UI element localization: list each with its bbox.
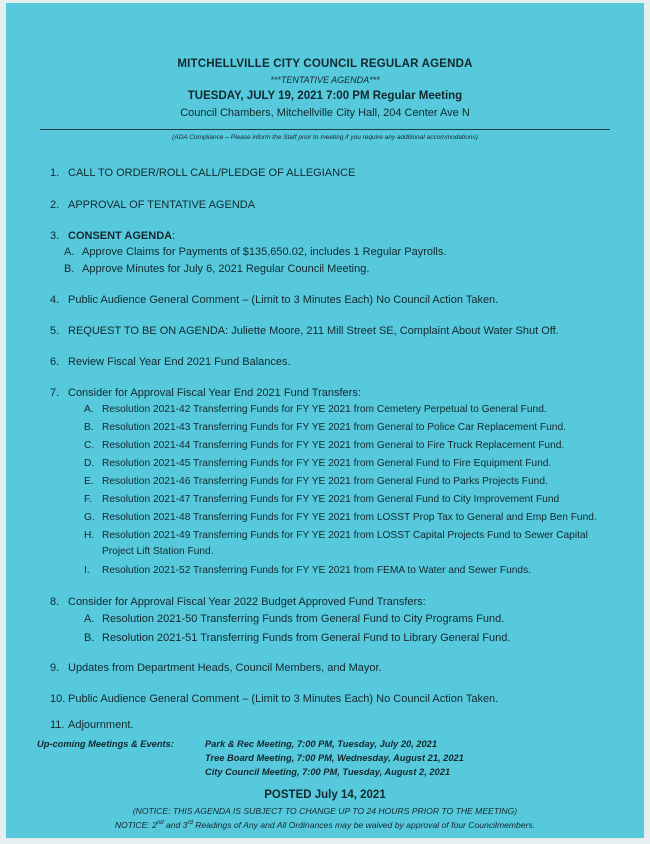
item-letter: E.: [84, 476, 94, 487]
agenda-item-7: [50, 386, 361, 400]
item-text: Consider for Approval Fiscal Year 2022 Budget Approved Fund Transfers:: [68, 596, 426, 608]
item-number: 11.: [50, 719, 65, 731]
item-text: Resolution 2021-52 Transferring Funds for FY YE 2021 from FEMA to Water and Sewer Funds.: [102, 565, 532, 576]
change-notice: (NOTICE: THIS AGENDA IS SUBJECT TO CHANGE UP TO 24 HOURS PRIOR TO THE MEETING): [132, 806, 518, 816]
item-text: Resolution 2021-43 Transferring Funds for FY YE 2021 from General to Police Car Replacement Fund.: [102, 422, 566, 433]
meeting-location: Council Chambers, Mitchellville City Hall, 204 Center Ave N: [180, 107, 470, 119]
notice-text: and 3: [163, 820, 188, 830]
item-text: Resolution 2021-50 Transferring Funds from General Fund to City Programs Fund.: [102, 613, 505, 625]
agenda-item-3: [50, 229, 175, 243]
budget-transfer-b: [84, 631, 510, 645]
notice-text: NOTICE: 2: [114, 820, 157, 830]
item-letter: G.: [84, 512, 95, 523]
agenda-item-11: [50, 718, 133, 732]
agenda-page: [6, 3, 644, 838]
ada-notice: (ADA Compliance – Please inform the Staff prior to meeting if you require any additional accommodations): [172, 134, 478, 141]
agenda-item-4: [50, 293, 498, 307]
item-number: 6.: [50, 356, 60, 368]
item-letter: B.: [64, 263, 75, 275]
item-text: Resolution 2021-47 Transferring Funds for FY YE 2021 from General Fund to City Improvement Fund: [102, 494, 560, 505]
item-text: REQUEST TO BE ON AGENDA: Juliette Moore, 211 Mill Street SE, Complaint About Water Shut Off.: [68, 325, 559, 337]
item-text: Public Audience General Comment – (Limit to 3 Minutes Each) No Council Action Taken.: [68, 693, 499, 705]
item-number: 3.: [50, 230, 60, 242]
resolution-item-e: [84, 475, 548, 488]
item-text: Approve Claims for Payments of $135,650.02, includes 1 Regular Payrolls.: [82, 246, 447, 258]
item-text: Resolution 2021-51 Transferring Funds from General Fund to Library General Fund.: [102, 632, 511, 644]
resolution-item-a: [84, 403, 547, 416]
item-text: Public Audience General Comment – (Limit to 3 Minutes Each) No Council Action Taken.: [68, 294, 499, 306]
item-text: Review Fiscal Year End 2021 Fund Balances.: [68, 356, 291, 368]
agenda-title: MITCHELLVILLE CITY COUNCIL REGULAR AGENDA: [177, 58, 473, 70]
resolution-item-h-continuation: Project Lift Station Fund.: [102, 546, 214, 557]
agenda-item-9: [50, 661, 382, 675]
item-text: Resolution 2021-49 Transferring Funds for FY YE 2021 from LOSST Capital Projects Fund to Sewer Capital: [102, 530, 588, 541]
item-number: 8.: [50, 596, 60, 608]
upcoming-event: City Council Meeting, 7:00 PM, Tuesday, August 2, 2021: [205, 767, 451, 777]
item-number: 1.: [50, 167, 60, 179]
upcoming-label: Up-coming Meetings & Events:: [37, 739, 174, 749]
item-letter: I.: [84, 565, 90, 576]
consent-item-b: [64, 262, 369, 276]
agenda-item-1: [50, 166, 355, 180]
item-letter: B.: [84, 632, 95, 644]
item-letter: H.: [84, 530, 95, 541]
item-number: 9.: [50, 662, 60, 674]
agenda-item-8: [50, 595, 426, 609]
item-text: Resolution 2021-44 Transferring Funds for FY YE 2021 from General to Fire Truck Replacement Fund.: [102, 440, 565, 451]
posted-date: POSTED July 14, 2021: [264, 789, 386, 801]
readings-notice: [6, 820, 644, 830]
item-number: 5.: [50, 325, 60, 337]
item-text: CONSENT AGENDA: [68, 230, 173, 242]
upcoming-event: Park & Rec Meeting, 7:00 PM, Tuesday, July 20, 2021: [205, 739, 438, 749]
agenda-item-2: [50, 198, 255, 212]
resolution-item-d: [84, 457, 551, 470]
resolution-item-f: [84, 493, 559, 506]
upcoming-event: Tree Board Meeting, 7:00 PM, Wednesday, August 21, 2021: [205, 753, 464, 763]
item-text: Resolution 2021-42 Transferring Funds for FY YE 2021 from Cemetery Perpetual to General Fund.: [102, 404, 547, 415]
agenda-item-6: [50, 355, 291, 369]
meeting-datetime: TUESDAY, JULY 19, 2021 7:00 PM Regular Meeting: [187, 90, 463, 102]
resolution-item-i: [84, 564, 531, 577]
ordinal-suffix: nd: [156, 820, 164, 827]
item-letter: A.: [84, 404, 94, 415]
item-text: Adjournment.: [68, 719, 134, 731]
item-number: 2.: [50, 199, 60, 211]
item-letter: F.: [84, 494, 92, 505]
item-letter: A.: [64, 246, 75, 258]
resolution-item-c: [84, 439, 564, 452]
item-text: Resolution 2021-46 Transferring Funds for FY YE 2021 from General Fund to Parks Projects Fund.: [102, 476, 548, 487]
notice-text: Readings of Any and All Ordinances may be waived by approval of four Councilmembers.: [192, 820, 536, 830]
item-text: Resolution 2021-48 Transferring Funds for FY YE 2021 from LOSST Prop Tax to General and Emp Ben Fund.: [102, 512, 597, 523]
header-divider: [40, 129, 610, 130]
item-text: CALL TO ORDER/ROLL CALL/PLEDGE OF ALLEGIANCE: [68, 167, 356, 179]
item-text: Resolution 2021-45 Transferring Funds for FY YE 2021 from General Fund to Fire Equipment Fund.: [102, 458, 552, 469]
item-number: 4.: [50, 294, 60, 306]
consent-item-a: [64, 245, 446, 259]
item-letter: D.: [84, 458, 95, 469]
item-suffix: :: [172, 230, 176, 242]
item-number: 10.: [50, 693, 66, 705]
item-letter: C.: [84, 440, 95, 451]
item-text: APPROVAL OF TENTATIVE AGENDA: [68, 199, 256, 211]
item-letter: B.: [84, 422, 94, 433]
agenda-item-5: [50, 324, 559, 338]
item-text: Updates from Department Heads, Council Members, and Mayor.: [68, 662, 382, 674]
resolution-item-h: [84, 529, 588, 542]
ordinal-suffix: rd: [187, 820, 193, 827]
tentative-label: ***TENTATIVE AGENDA***: [270, 75, 380, 85]
resolution-item-b: [84, 421, 566, 434]
item-number: 7.: [50, 387, 60, 399]
item-text: Consider for Approval Fiscal Year End 2021 Fund Transfers:: [68, 387, 361, 399]
agenda-item-10: [50, 692, 498, 706]
budget-transfer-a: [84, 612, 504, 626]
item-text: Approve Minutes for July 6, 2021 Regular Council Meeting.: [82, 263, 370, 275]
item-letter: A.: [84, 613, 95, 625]
resolution-item-g: [84, 511, 597, 524]
